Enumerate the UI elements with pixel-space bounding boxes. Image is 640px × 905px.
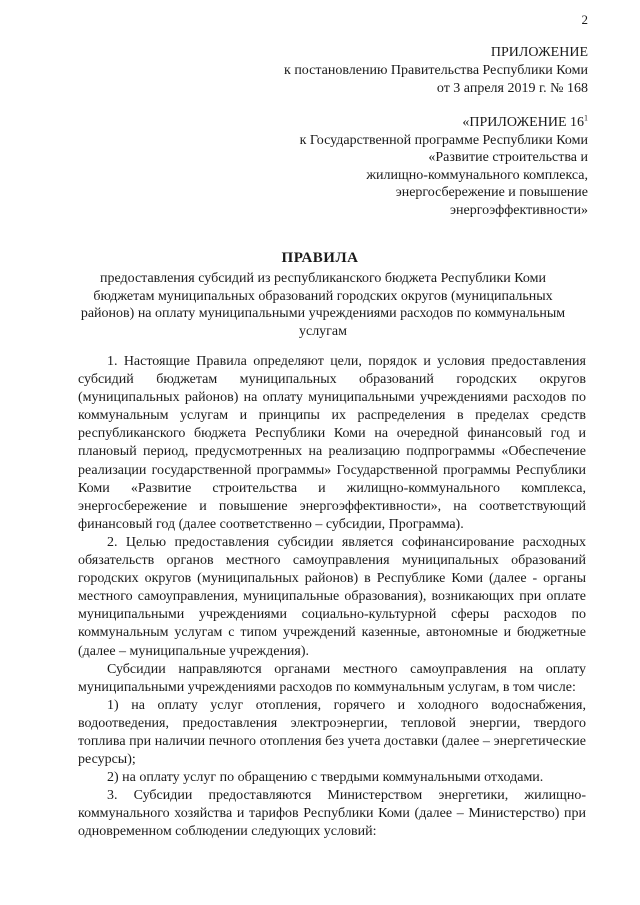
appendix16-superscript: 1	[584, 113, 588, 123]
paragraph: 2) на оплату услуг по обращению с твердыми коммунальными отходами.	[107, 770, 544, 786]
paragraph: 1. Настоящие Правила определяют цели, порядок и условия предоставления субсидий бюджетам муниципальных образований городских округов (муниципальных районов) на оплату муниципальными учреждениями расходов по коммунальным услугам и принципы их распределения в пределах средств республиканского бюджета Республики Коми на очередной финансовый год и плановый период, предусмотренных на реализацию подпрограммы «Обеспечение реализации государственной программы» Государственной программы Республики Коми «Развитие строительства и жилищно-коммунального комплекса, энергосбережение и повышение энергоэффективности», на соответствующий финансовый год (далее соответственно – субсидии, Программа).	[78, 354, 586, 532]
paragraph: 3. Субсидии предоставляются Министерством энергетики, жилищно-коммунального хозяйства и тарифов Республики Коми (далее – Министерство) при одновременном соблюдении следующих условий:	[78, 788, 586, 840]
paragraph: Субсидии направляются органами местного самоуправления на оплату муниципальными учреждениями расходов по коммунальным услугам, в том числе:	[78, 661, 586, 695]
appendix-header	[284, 44, 588, 98]
page-number: 2	[581, 12, 588, 27]
appendix-title: ПРИЛОЖЕНИЕ	[490, 45, 588, 60]
paragraph: 2. Целью предоставления субсидии является софинансирование расходных обязательств органов местного самоуправления муниципальных образований городских округов (муниципальных районов) в Республике Коми (далее - органы местного самоуправления, муниципальные образования), возникающих при оплате муниципальными учреждениями социально-культурной сферы расходов по коммунальным услугам с типом учреждений казенные, автономные и бюджетные (далее – муниципальные учреждения).	[78, 534, 586, 659]
document-heading: ПРАВИЛА	[281, 250, 359, 266]
appendix16-header	[300, 114, 588, 220]
document-body	[78, 353, 586, 842]
document-subtitle: предоставления субсидий из республиканского бюджета Республики Коми бюджетам муниципальных образований городских округов (муниципальных районов) на оплату муниципальными учреждениями расходов по коммунальным услугам	[80, 271, 566, 339]
paragraph: 1) на оплату услуг отопления, горячего и холодного водоснабжения, водоотведения, предоставления электроэнергии, тепловой энергии, твердого топлива при наличии печного отопления без учета доставки (далее – энергетические ресурсы);	[78, 697, 586, 768]
appendix16-line: к Государственной программе Республики Коми	[299, 132, 588, 148]
appendix-line: от 3 апреля 2019 г. № 168	[436, 81, 588, 96]
appendix-line: к постановлению Правительства Республики Коми	[284, 63, 588, 78]
appendix16-title: «ПРИЛОЖЕНИЕ $16^1$	[462, 113, 588, 130]
appendix16-line: энергоэффективности»	[450, 202, 588, 218]
appendix16-line: энергосбережение и повышение	[395, 185, 588, 201]
appendix16-line: «Развитие строительства и	[428, 150, 588, 166]
appendix16-line: жилищно-коммунального комплекса,	[366, 167, 588, 183]
